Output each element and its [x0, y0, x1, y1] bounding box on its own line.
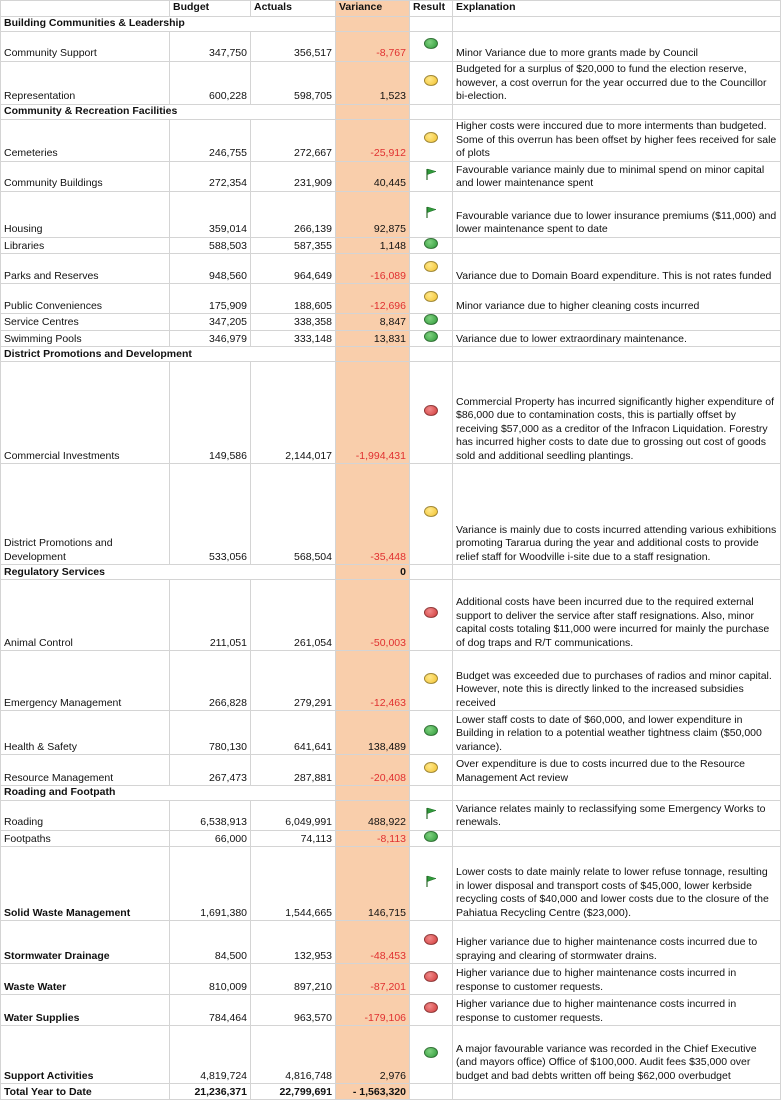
- red-status-icon: [424, 1002, 438, 1013]
- budget-value: 175,909: [170, 284, 251, 314]
- actuals-value: 333,148: [251, 330, 336, 347]
- actuals-value: 272,667: [251, 119, 336, 161]
- budget-value: 600,228: [170, 61, 251, 104]
- explanation-text: [453, 314, 781, 331]
- explanation-text: Higher variance due to higher maintenance costs incurred in response to customer requests.: [453, 964, 781, 995]
- section-title: Regulatory Services: [1, 565, 336, 580]
- variance-value: 1,148: [336, 237, 410, 254]
- activity-name: Public Conveniences: [1, 284, 170, 314]
- table-row: [1, 651, 781, 711]
- variance-value: -50,003: [336, 580, 410, 651]
- activity-name: Libraries: [1, 237, 170, 254]
- budget-value: 66,000: [170, 830, 251, 847]
- green-flag-icon: [424, 874, 438, 888]
- section-variance: [336, 17, 410, 32]
- result-cell: [410, 1084, 453, 1100]
- section-row: [1, 104, 781, 119]
- header-row: [1, 1, 781, 17]
- explanation-text: Minor variance due to higher cleaning costs incurred: [453, 284, 781, 314]
- variance-value: 2,976: [336, 1026, 410, 1084]
- variance-value: -12,696: [336, 284, 410, 314]
- activity-name: Emergency Management: [1, 651, 170, 711]
- section-variance: [336, 347, 410, 362]
- empty-cell: [410, 104, 453, 119]
- budget-value: 346,979: [170, 330, 251, 347]
- explanation-text: Variance due to lower extraordinary maintenance.: [453, 330, 781, 347]
- explanation-text: A major favourable variance was recorded in the Chief Executive (and mayors office) Office of $100,000. Audit fees $35,000 over budget and bad debts written off being $62,000 overbudget: [453, 1026, 781, 1084]
- budget-value: 211,051: [170, 580, 251, 651]
- actuals-value: 598,705: [251, 61, 336, 104]
- variance-value: - 1,563,320: [336, 1084, 410, 1100]
- table-row: [1, 995, 781, 1026]
- section-row: [1, 17, 781, 32]
- activity-name: Commercial Investments: [1, 362, 170, 464]
- table-row: [1, 284, 781, 314]
- section-row: [1, 347, 781, 362]
- variance-value: -12,463: [336, 651, 410, 711]
- budget-value: 588,503: [170, 237, 251, 254]
- budget-value: 246,755: [170, 119, 251, 161]
- activity-name: Support Activities: [1, 1026, 170, 1084]
- header-variance: Variance: [336, 1, 410, 17]
- result-cell: [410, 921, 453, 964]
- explanation-text: Commercial Property has incurred significantly higher expenditure of $86,000 due to contamination costs, this is partially offset by receiving $57,000 as a creditor of the Infracon Liquidation. Forestry has incurred higher costs to date due to grossing out cost of goods sold and additional seedling plantings.: [453, 362, 781, 464]
- budget-value: 21,236,371: [170, 1084, 251, 1100]
- green-status-icon: [424, 38, 438, 49]
- budget-value: 149,586: [170, 362, 251, 464]
- activity-name: Waste Water: [1, 964, 170, 995]
- budget-value: 533,056: [170, 464, 251, 565]
- table-row: [1, 711, 781, 755]
- variance-value: -16,089: [336, 254, 410, 284]
- actuals-value: 587,355: [251, 237, 336, 254]
- activity-name: Footpaths: [1, 830, 170, 847]
- actuals-value: 6,049,991: [251, 800, 336, 830]
- empty-cell: [410, 347, 453, 362]
- green-flag-icon: [424, 806, 438, 820]
- green-flag-icon: [424, 205, 438, 219]
- result-cell: [410, 464, 453, 565]
- table-row: [1, 830, 781, 847]
- actuals-value: 74,113: [251, 830, 336, 847]
- activity-name: Community Buildings: [1, 161, 170, 191]
- explanation-text: Additional costs have been incurred due to the required external support to deliver the service after staff resignations. Also, minor capital costs totaling $11,000 were incurred for mainly the purchase of dog traps and R/T communications.: [453, 580, 781, 651]
- result-cell: [410, 755, 453, 786]
- actuals-value: 1,544,665: [251, 847, 336, 921]
- header-activity: [1, 1, 170, 17]
- activity-name: Solid Waste Management: [1, 847, 170, 921]
- result-cell: [410, 284, 453, 314]
- budget-value: 784,464: [170, 995, 251, 1026]
- activity-name: Roading: [1, 800, 170, 830]
- table-row: [1, 314, 781, 331]
- result-cell: [410, 254, 453, 284]
- header-actuals: Actuals: [251, 1, 336, 17]
- empty-cell: [453, 17, 781, 32]
- empty-cell: [410, 17, 453, 32]
- variance-value: 1,523: [336, 61, 410, 104]
- result-cell: [410, 830, 453, 847]
- result-cell: [410, 362, 453, 464]
- variance-value: -25,912: [336, 119, 410, 161]
- yellow-status-icon: [424, 506, 438, 517]
- result-cell: [410, 580, 453, 651]
- activity-name: Health & Safety: [1, 711, 170, 755]
- empty-cell: [453, 104, 781, 119]
- table-row: [1, 921, 781, 964]
- explanation-text: Over expenditure is due to costs incurred due to the Resource Management Act review: [453, 755, 781, 786]
- result-cell: [410, 31, 453, 61]
- table-row: [1, 464, 781, 565]
- yellow-status-icon: [424, 291, 438, 302]
- variance-value: 138,489: [336, 711, 410, 755]
- result-cell: [410, 330, 453, 347]
- actuals-value: 568,504: [251, 464, 336, 565]
- activity-name: Stormwater Drainage: [1, 921, 170, 964]
- table-row: [1, 330, 781, 347]
- section-variance: [336, 786, 410, 801]
- table-row: [1, 254, 781, 284]
- result-cell: [410, 1026, 453, 1084]
- explanation-text: Budgeted for a surplus of $20,000 to fund the election reserve, however, a cost overrun for the year occurred due to the Councillor bi-election.: [453, 61, 781, 104]
- header-result: Result: [410, 1, 453, 17]
- actuals-value: 287,881: [251, 755, 336, 786]
- activity-name: Service Centres: [1, 314, 170, 331]
- empty-cell: [410, 565, 453, 580]
- green-status-icon: [424, 831, 438, 842]
- table-row: [1, 847, 781, 921]
- actuals-value: 188,605: [251, 284, 336, 314]
- variance-value: 488,922: [336, 800, 410, 830]
- table-row: [1, 161, 781, 191]
- budget-value: 6,538,913: [170, 800, 251, 830]
- yellow-status-icon: [424, 762, 438, 773]
- variance-value: -48,453: [336, 921, 410, 964]
- empty-cell: [453, 786, 781, 801]
- table-row: [1, 191, 781, 237]
- green-status-icon: [424, 314, 438, 325]
- actuals-value: 641,641: [251, 711, 336, 755]
- actuals-value: 964,649: [251, 254, 336, 284]
- result-cell: [410, 651, 453, 711]
- budget-value: 359,014: [170, 191, 251, 237]
- variance-value: -1,994,431: [336, 362, 410, 464]
- table-row: [1, 580, 781, 651]
- explanation-text: Favourable variance mainly due to minimal spend on minor capital and lower maintenance spent: [453, 161, 781, 191]
- activity-name: Water Supplies: [1, 995, 170, 1026]
- red-status-icon: [424, 971, 438, 982]
- result-cell: [410, 314, 453, 331]
- actuals-value: 897,210: [251, 964, 336, 995]
- actuals-value: 279,291: [251, 651, 336, 711]
- explanation-text: Variance relates mainly to reclassifying some Emergency Works to renewals.: [453, 800, 781, 830]
- variance-value: 92,875: [336, 191, 410, 237]
- table-row: [1, 362, 781, 464]
- explanation-text: Variance is mainly due to costs incurred attending various exhibitions promoting Tararua during the year and additional costs to provide relief staff for Woodville i-site due to a staff resignation.: [453, 464, 781, 565]
- variance-value: 146,715: [336, 847, 410, 921]
- variance-value: 40,445: [336, 161, 410, 191]
- explanation-text: Variance due to Domain Board expenditure. This is not rates funded: [453, 254, 781, 284]
- explanation-text: Lower staff costs to date of $60,000, and lower expenditure in Building in relation to a potential weather tightness claim ($50,000 variance).: [453, 711, 781, 755]
- section-variance: [336, 104, 410, 119]
- result-cell: [410, 161, 453, 191]
- table-row: [1, 237, 781, 254]
- variance-value: -35,448: [336, 464, 410, 565]
- section-title: Roading and Footpath: [1, 786, 336, 801]
- activity-name: Community Support: [1, 31, 170, 61]
- budget-value: 84,500: [170, 921, 251, 964]
- empty-cell: [410, 786, 453, 801]
- actuals-value: 261,054: [251, 580, 336, 651]
- result-cell: [410, 61, 453, 104]
- explanation-text: Lower costs to date mainly relate to lower refuse tonnage, resulting in lower disposal and transport costs of $45,000, lower kerbside recycling costs of $40,000 and lower costs due to the closure of the Pahiatua Recycling Centre ($23,000).: [453, 847, 781, 921]
- report-body: [1, 17, 781, 1100]
- explanation-text: [453, 830, 781, 847]
- table-row: [1, 964, 781, 995]
- actuals-value: 2,144,017: [251, 362, 336, 464]
- budget-value: 1,691,380: [170, 847, 251, 921]
- green-status-icon: [424, 725, 438, 736]
- budget-value: 780,130: [170, 711, 251, 755]
- variance-value: -20,408: [336, 755, 410, 786]
- header-explanation: Explanation: [453, 1, 781, 17]
- green-status-icon: [424, 1047, 438, 1058]
- variance-value: -179,106: [336, 995, 410, 1026]
- explanation-text: Higher costs were inccured due to more interments than budgeted. Some of this overrun has been offset by higher fees received for sale of plots: [453, 119, 781, 161]
- total-row: [1, 1084, 781, 1100]
- activity-name: Parks and Reserves: [1, 254, 170, 284]
- budget-value: 4,819,724: [170, 1026, 251, 1084]
- result-cell: [410, 119, 453, 161]
- table-row: [1, 1026, 781, 1084]
- variance-value: 13,831: [336, 330, 410, 347]
- red-status-icon: [424, 934, 438, 945]
- activity-name: Total Year to Date: [1, 1084, 170, 1100]
- yellow-status-icon: [424, 261, 438, 272]
- table-row: [1, 61, 781, 104]
- activity-name: Swimming Pools: [1, 330, 170, 347]
- section-variance: 0: [336, 565, 410, 580]
- activity-name: Animal Control: [1, 580, 170, 651]
- explanation-text: [453, 1084, 781, 1100]
- explanation-text: Higher variance due to higher maintenance costs incurred due to spraying and clearing of stormwater drains.: [453, 921, 781, 964]
- budget-value: 272,354: [170, 161, 251, 191]
- green-status-icon: [424, 238, 438, 249]
- activity-name: District Promotions and Development: [1, 464, 170, 565]
- result-cell: [410, 191, 453, 237]
- green-status-icon: [424, 331, 438, 342]
- actuals-value: 338,358: [251, 314, 336, 331]
- activity-name: Resource Management: [1, 755, 170, 786]
- variance-value: 8,847: [336, 314, 410, 331]
- actuals-value: 132,953: [251, 921, 336, 964]
- result-cell: [410, 800, 453, 830]
- actuals-value: 231,909: [251, 161, 336, 191]
- section-row: [1, 565, 781, 580]
- variance-value: -87,201: [336, 964, 410, 995]
- explanation-text: Minor Variance due to more grants made by Council: [453, 31, 781, 61]
- empty-cell: [453, 565, 781, 580]
- table-row: [1, 31, 781, 61]
- budget-value: 347,205: [170, 314, 251, 331]
- variance-value: -8,113: [336, 830, 410, 847]
- variance-value: -8,767: [336, 31, 410, 61]
- result-cell: [410, 237, 453, 254]
- explanation-text: Budget was exceeded due to purchases of radios and minor capital. However, note this is directly linked to the increased subsidies received: [453, 651, 781, 711]
- section-title: Building Communities & Leadership: [1, 17, 336, 32]
- explanation-text: [453, 237, 781, 254]
- table-row: [1, 800, 781, 830]
- yellow-status-icon: [424, 673, 438, 684]
- budget-value: 347,750: [170, 31, 251, 61]
- result-cell: [410, 711, 453, 755]
- table-row: [1, 755, 781, 786]
- yellow-status-icon: [424, 132, 438, 143]
- actuals-value: 22,799,691: [251, 1084, 336, 1100]
- explanation-text: Favourable variance due to lower insurance premiums ($11,000) and lower maintenance spent to date: [453, 191, 781, 237]
- budget-value: 267,473: [170, 755, 251, 786]
- section-row: [1, 786, 781, 801]
- header-budget: Budget: [170, 1, 251, 17]
- result-cell: [410, 995, 453, 1026]
- red-status-icon: [424, 607, 438, 618]
- actuals-value: 4,816,748: [251, 1026, 336, 1084]
- section-title: Community & Recreation Facilities: [1, 104, 336, 119]
- red-status-icon: [424, 405, 438, 416]
- budget-value: 810,009: [170, 964, 251, 995]
- budget-value: 948,560: [170, 254, 251, 284]
- result-cell: [410, 847, 453, 921]
- actuals-value: 266,139: [251, 191, 336, 237]
- budget-value: 266,828: [170, 651, 251, 711]
- actuals-value: 963,570: [251, 995, 336, 1026]
- explanation-text: Higher variance due to higher maintenance costs incurred in response to customer requests.: [453, 995, 781, 1026]
- activity-name: Cemeteries: [1, 119, 170, 161]
- table-row: [1, 119, 781, 161]
- activity-name: Housing: [1, 191, 170, 237]
- empty-cell: [453, 347, 781, 362]
- yellow-status-icon: [424, 75, 438, 86]
- section-title: District Promotions and Development: [1, 347, 336, 362]
- activity-name: Representation: [1, 61, 170, 104]
- actuals-value: 356,517: [251, 31, 336, 61]
- result-cell: [410, 964, 453, 995]
- green-flag-icon: [424, 167, 438, 181]
